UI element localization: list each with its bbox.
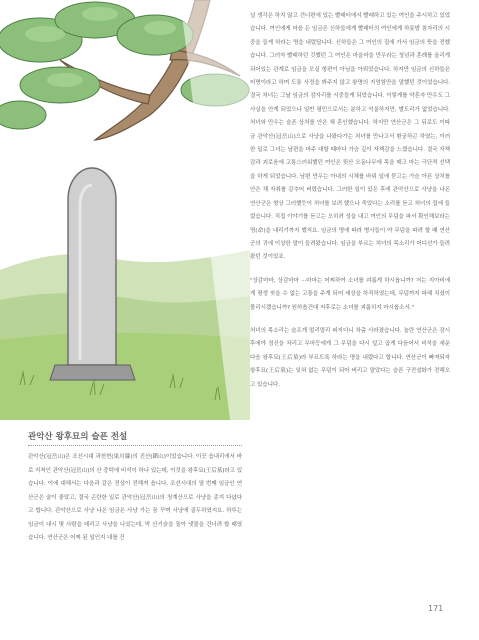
right-column xyxy=(250,10,450,402)
section-title: 관악산 왕후묘의 슬픈 전설 xyxy=(28,430,242,446)
illustration-tombstone-landscape xyxy=(0,0,250,420)
story-paragraph-3: 처녀의 목소리는 슬프게 멀리멀리 퍼지더니 차츰 사라졌습니다. 놀란 연산군은 잠시 후에야 정신을 차리고 무마등에게 그 무덤을 다시 덮고 곱게 다듬어서 비석을 세운 다음 왕후묘(王后墓)라 부르도록 하라는 명을 내렸다고 합니다. 연산군이 빠져되자 왕후묘(王后墓)는 잊혀 없는 무덤이 되어 버리고 말았다는 슬픈 구전설화가 전해오고 있습니다. xyxy=(250,327,450,388)
intro-paragraph: 관악산(冠岳山)은 조선시대 과천현(果川縣)의 진산(鎭山)이었습니다. 이곳 읍내리에서 바로 지척인 관악산(冠岳山)의 산 중턱에 비석이 하나 있는데, 이것을 왕후묘(王后墓)라고 있습니다. 이에 대해서는 다음과 같은 전설이 전해져 옵니다. 조선시대의 열 번째 임금인 연산군은 술이 좋았고, 결국 곤란한 일로 관악산(冠岳山)의 청계산으로 사냥을 종지 다녔다고 합니다. 관악산으로 사냥 나온 임금은 사냥 가는 꿈 꾸며 사냥에 골두하였지요. 하루는 임금이 내시 몇 사람을 데리고 사냥을 나섰는데, 막 산기슭을 돌아 냇물을 건너려 할 때였습니다. 연산군은 어찌 된 일인지 내를 건 xyxy=(28,454,242,541)
page-number: 171 xyxy=(428,604,444,613)
story-paragraph-1: 널 생각은 하지 않고 건너편에 있는 빨래터에서 빨래하고 있는 여인을 주시하고 있었습니다. 여인에게 마음 든 임금은 신하들에게 빨래터의 여인에게 하룻밤 침자리의 시중을 들게 하라는 명을 내렸답니다. 신하들은 그 여인의 집에 가서 임금의 뜻을 전했습니다. 그러자 빨래하던 깃했던 그 여인은 마을마을 만우라는 청년과 혼례를 올리게 되어있는 관계로 임금을 모실 형편이 아님을 아뢰었습니다. 하지만 임금의 신하들은 어명이라고 하며 도통 사정을 봐주지 않고 왕명의 지엄함만을 말했던 것이었습니다. 결국 처녀는 그날 임금의 잠자리를 시중들게 되었습니다. 이렇게를 약혼자 만우도 그 사실을 안게 되었으나 일반 평민으로서는 분하고 억울하지만, 별도리가 없었습니다. 처녀와 만우는 슬픈 상처를 안은 채 혼인했습니다. 하지만 연산군은 그 뒤로도 이따금 관악산(冠岳山)으로 사냥을 나왔다가는 처녀를 만나고서 환궁하곤 하였는, 이러한 일로 그녀는 남편을 마주 대할 때마다 가슴 깊이 자책감을 느꼈습니다. 결국 자책감과 괴로움에 고통스러워했던 여인은 뒷산 오동나무에 목을 매고 마는 극단적 선택을 하게 되었습니다. 남편 만우는 아내의 시체를 바위 일에 묻고는 가슴 아픈 상처를 안은 채 자취를 감추어 버렸습니다. 그러한 일이 있은 후에 관악산으로 사냥을 나온 연산군은 형상 그러했듯이 처녀를 보려 했으나 죽었다는 소리를 듣고 처녀의 집에 들렀습니다. 직접 이야기를 듣고는 오히려 성을 내고 여인의 무덤을 파서 확인해보라는 명(命)을 내리기까지 했지요. 임금의 명에 따라 병사들이 약 무덤을 파려 할 때 연산군의 귀에 이상한 말이 들려왔습니다. 임금을 부르는 처녀의 목소리가 어디선가 들려왔던 것이었죠. xyxy=(250,13,450,261)
left-column xyxy=(28,430,242,546)
illustration-svg xyxy=(0,0,250,420)
quote-paragraph: "상감마마, 상감마마 ···마마는 어찌하여 소녀를 괴롭게 하시옵니까? 저는 지아비에게 평생 씻을 수 없는 고통을 주게 되어 세상을 하직하였는데, 무덤까지 파헤 치셨이 몰리시겠습니까? 원하옵건대 저후로는 소녀를 괴롭히지 마시옵소서." xyxy=(250,277,450,311)
